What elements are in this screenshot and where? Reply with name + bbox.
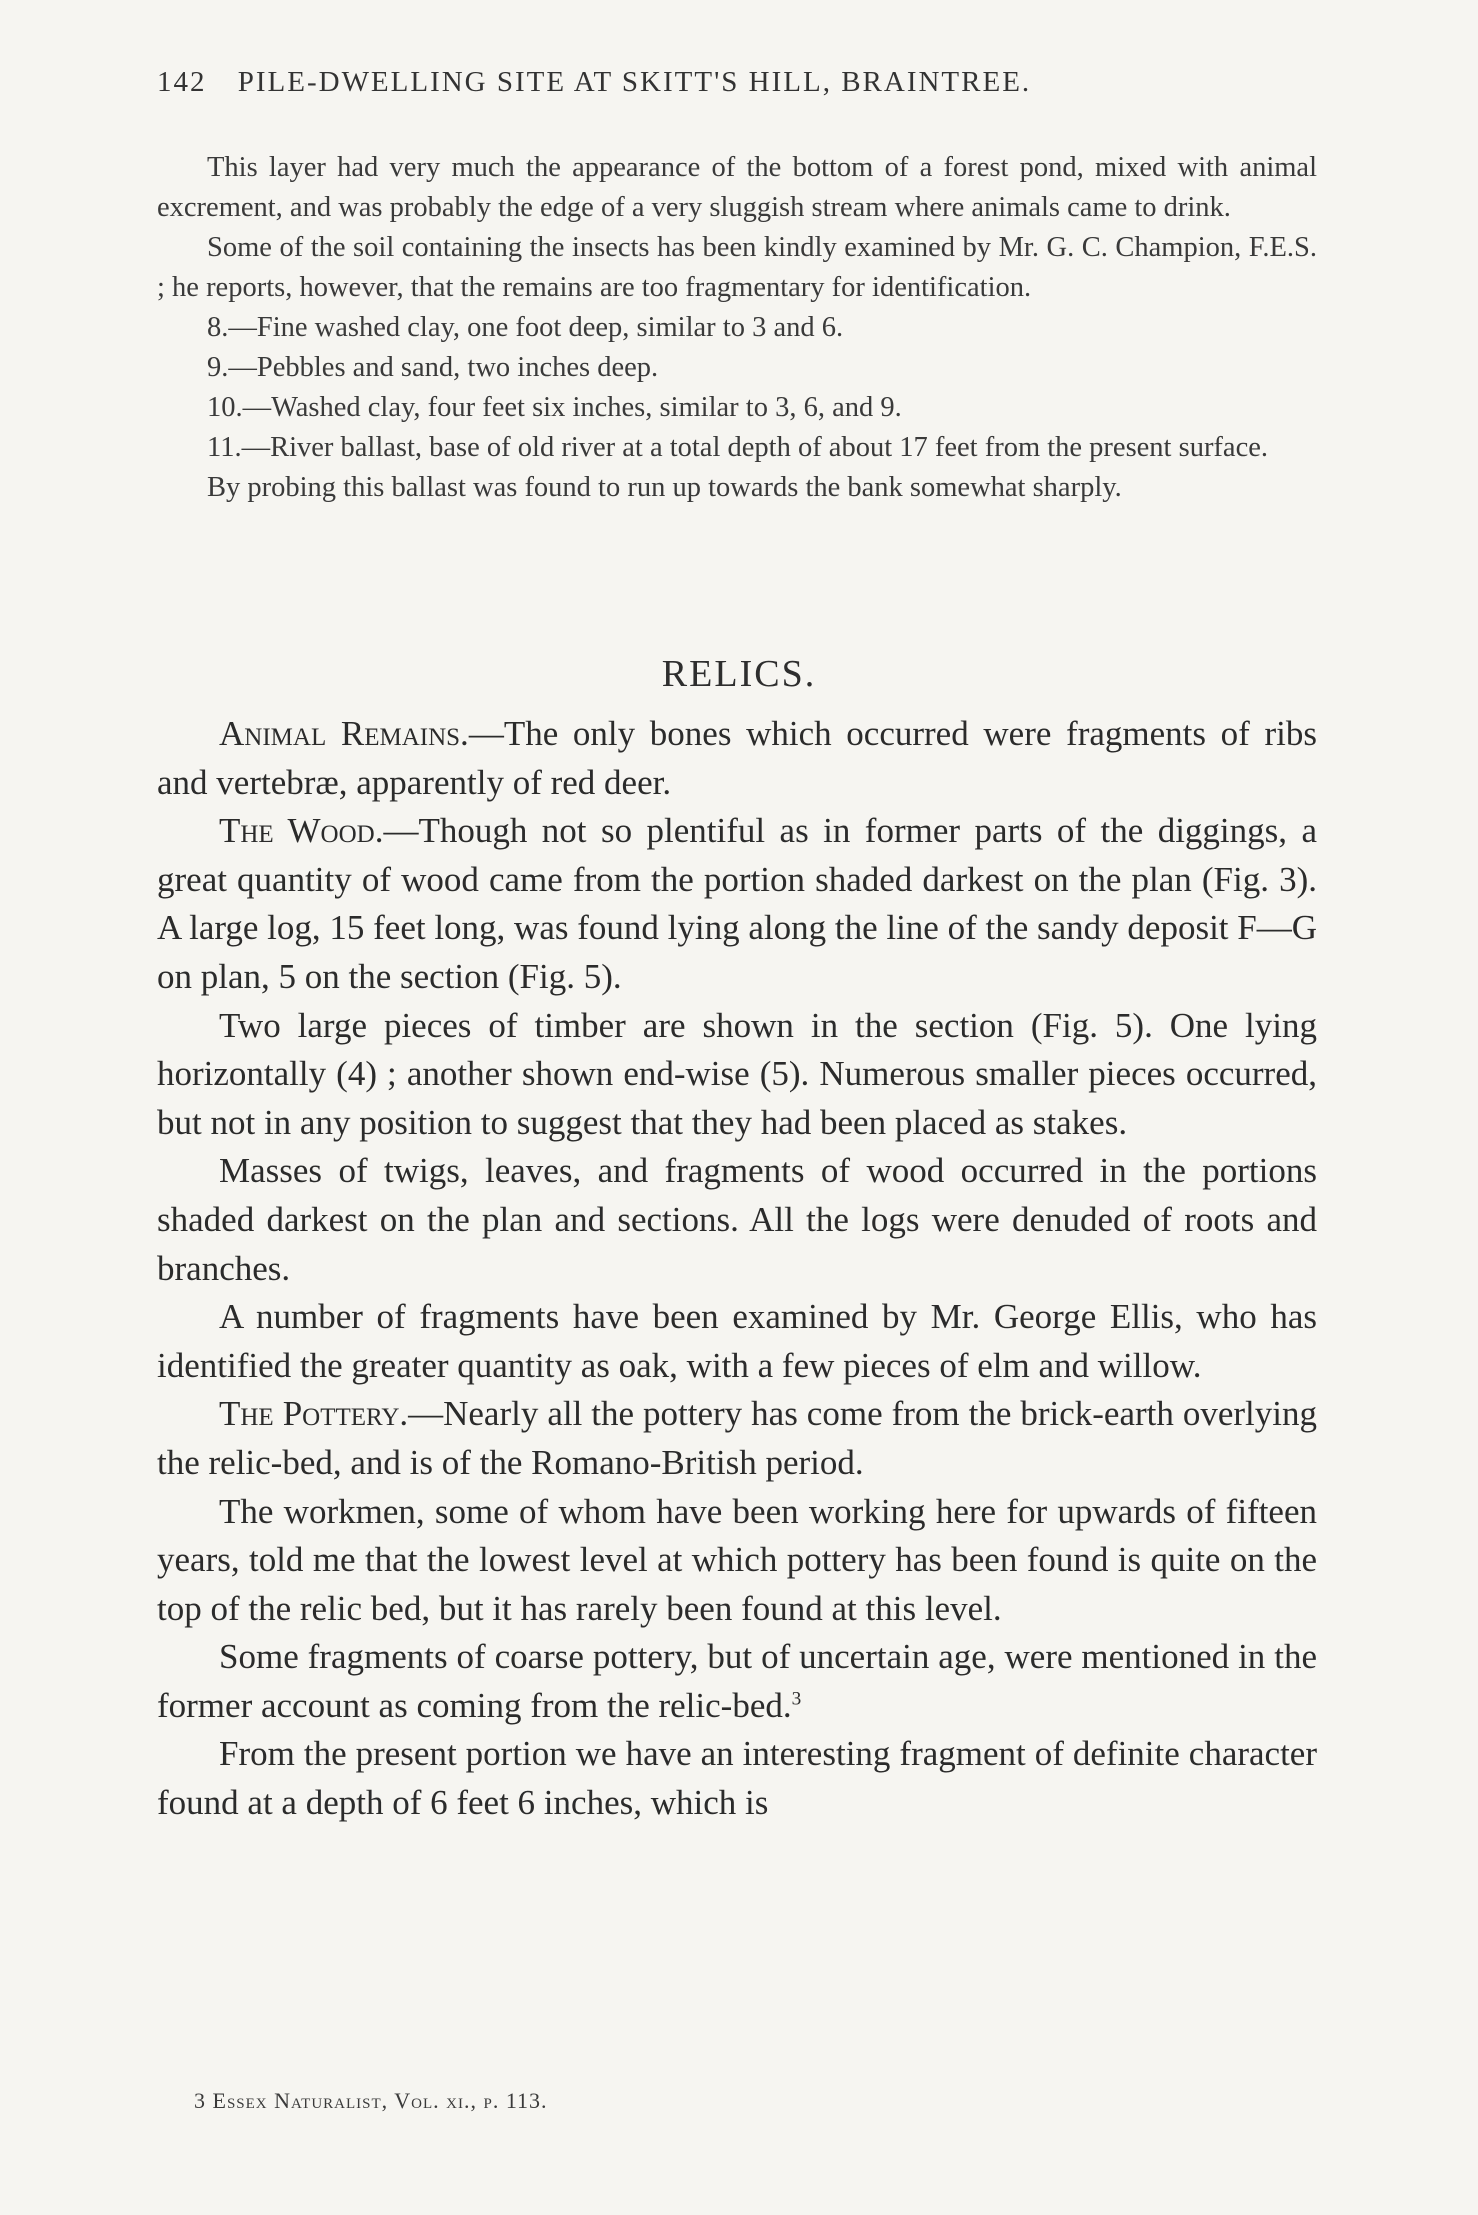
layer-8: 8.—Fine washed clay, one foot deep, similar to 3 and 6. bbox=[207, 312, 844, 343]
layer-9: 9.—Pebbles and sand, two inches deep. bbox=[207, 352, 659, 383]
running-header bbox=[157, 66, 1317, 99]
paragraph-animal-remains: Animal Remains.—The only bones which occurred were fragments of ribs and vertebræ, apparently of red deer. bbox=[157, 714, 1317, 802]
paragraph-forest-pond: This layer had very much the appearance of the bottom of a forest pond, mixed with animal excrement, and was probably the edge of a very sluggish stream where animals came to drink. bbox=[157, 152, 1317, 223]
footnote-number: 3 bbox=[194, 2088, 206, 2113]
small-type-block bbox=[157, 148, 1317, 508]
caption-pottery: The Pottery. bbox=[219, 1394, 409, 1434]
paragraph-champion: Some of the soil containing the insects has been kindly examined by Mr. G. C. Champion, F.E.S. ; he reports, however, that the remains are too fragmentary for identification. bbox=[157, 232, 1317, 303]
paragraph-ellis: A number of fragments have been examined by Mr. George Ellis, who has identified the greater quantity as oak, with a few pieces of elm and willow. bbox=[157, 1297, 1317, 1385]
footnote bbox=[194, 2088, 1294, 2114]
paragraph-wood: The Wood.—Though not so plentiful as in former parts of the diggings, a great quantity of wood came from the portion shaded darkest on the plan (Fig. 3). A large log, 15 feet long, was found lying along the line of the sandy deposit F—G on plan, 5 on the section (Fig. 5). bbox=[157, 811, 1318, 996]
section-heading: RELICS. bbox=[661, 653, 817, 695]
footnote-text: Essex Naturalist, Vol. xi., p. 113. bbox=[212, 2088, 548, 2113]
caption-wood: The Wood. bbox=[219, 811, 384, 851]
paragraph-fragment: From the present portion we have an interesting fragment of definite character found at a depth of 6 feet 6 inches, which is bbox=[157, 1734, 1317, 1823]
paragraph-pottery: The Pottery.—Nearly all the pottery has come from the brick-earth overlying the relic-bed, and is of the Romano-British period. bbox=[157, 1394, 1317, 1482]
paragraph-timber: Two large pieces of timber are shown in the section (Fig. 5). One lying horizontally (4) ; another shown end-wise (5). Numerous smaller pieces occurred, but not in any position to suggest that they had been placed as stakes. bbox=[157, 1005, 1317, 1142]
paragraph-twigs: Masses of twigs, leaves, and fragments of wood occurred in the portions shaded darkest on the plan and sections. All the logs were denuded of roots and branches. bbox=[157, 1151, 1317, 1288]
paragraph-workmen: The workmen, some of whom have been working here for upwards of fifteen years, told me that the lowest level at which pottery has been found is quite on the top of the relic bed, but it has rarely been found at this level. bbox=[157, 1491, 1317, 1628]
running-title: PILE-DWELLING SITE AT SKITT'S HILL, BRAINTREE. bbox=[237, 66, 1032, 98]
page-number: 142 bbox=[157, 66, 207, 98]
layer-11: 11.—River ballast, base of old river at a total depth of about 17 feet from the present surface. bbox=[207, 432, 1268, 463]
layer-10: 10.—Washed clay, four feet six inches, similar to 3, 6, and 9. bbox=[207, 392, 902, 423]
caption-animal-remains: Animal Remains. bbox=[219, 714, 469, 753]
body-text bbox=[157, 710, 1317, 1828]
paragraph-coarse-pottery: Some fragments of coarse pottery, but of uncertain age, were mentioned in the former account as coming from the relic-bed.$^3$ bbox=[157, 1637, 1317, 1725]
paragraph-probing: By probing this ballast was found to run up towards the bank somewhat sharply. bbox=[207, 472, 1122, 503]
footnote-reference: 3 bbox=[791, 1688, 802, 1710]
